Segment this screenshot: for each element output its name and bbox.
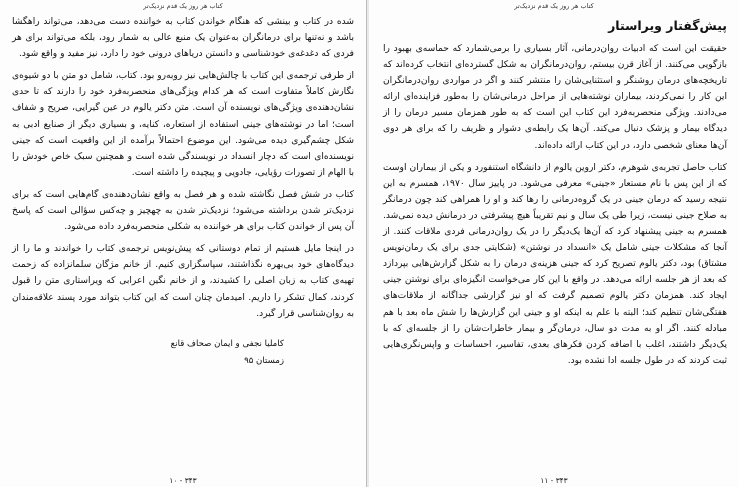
section-heading: پیش‌گفتار ویراستار xyxy=(608,18,727,33)
signoff-names: کاملیا نجفی و ایمان صحاف قانع xyxy=(170,338,284,349)
right-page xyxy=(369,0,739,487)
paragraph: کتاب حاصل تجربه‌ی شوهرم، دکتر اروین یالوم از دانشگاه استنفورد و یکی از بیماران اوست که از این پس با نام مستعار «جینی» معرفی می‌شود. در پاییز سال ۱۹۷۰، همسرم به این نتیجه رسید که درمان جینی در یک گروه‌درمانی را رها کند و او را همراهی کند چون درمانگر به صلاح جینی نیست، زیرا طی یک سال و نیم تقریباً هیچ پیشرفتی در درمانش دیده نمی‌شد. همسرم به جینی پیشنهاد کرد که آن‌ها یک‌دیگر را در یک روان‌درمانی فردی ملاقات کنند. از آنجا که مشکلات جینی شامل یک «انسداد در نوشتن» (شکایتی جدی برای یک رمان‌نویس مشتاق) بود، دکتر یالوم تصریح کرد که جینی هزینه‌ی درمان را به شکل گزارش‌هایی بپردازد که بعد از هر جلسه ارائه می‌دهد. در واقع با این کار می‌خواست انگیزه‌ای برای نوشتن جینی ایجاد کند. همزمان دکتر یالوم تصمیم گرفت که او نیز گزارشی جداگانه از ملاقات‌های هفتگی‌شان تنظیم کند؛ البته با علم به اینکه او و جینی این گزارش‌ها را شش ماه بعد با هم مبادله کنند. اگر او به مدت دو سال، درمان‌گر و بیمار خاطرات‌شان را از جلسه‌ای که با یک‌دیگر داشتند، اغلب با اضافه کردن فکرهای بعدی، تفاسیر، احساسات و واپس‌نگری‌هایی ثبت کردند که در طول جلسه ادا نشده بود. xyxy=(383,162,728,366)
signoff xyxy=(12,336,354,370)
running-head: کتاب هر روز یک قدم نزدیک‌تر xyxy=(514,2,594,10)
left-page xyxy=(0,0,367,487)
paragraph: کتاب در شش فصل نگاشته شده و هر فصل به واقع نشان‌دهنده‌ی گام‌هایی است که برای نزدیک‌تر شدن برداشته می‌شود؛ نزدیک‌تر شدن به چهچیز و چه‌کس سؤالی است که پاسخ آن پس از خواندن کتاب برای هر خواننده به شکلی منحصربه‌فرد داده می‌شود. xyxy=(12,189,354,233)
page-number: ۳۴۳ - ۱۰ xyxy=(169,476,197,485)
paragraph: شده در کتاب و بینشی که هنگام خواندن کتاب به خواننده دست می‌دهد، می‌تواند راهگشا باشد و نه‌تنها برای درمانگران به‌عنوان یک منبع عالی به شمار رود، بلکه می‌تواند برای هر فردی که دغدغه‌ی خودشناسی و دانستن دریاهای درونی خود را دارد، نیز مفید و واقع شود. xyxy=(12,17,354,60)
paragraph: در اینجا مایل هستیم از تمام دوستانی که پیش‌نویس ترجمه‌ی کتاب را خواندند و ما را از دیدگاه‌های خود بی‌بهره نگذاشتند، سپاسگزاری کنیم. از خانم مژگان سلمانزاده که زحمت تهیه‌ی کتاب به زبان اصلی را کشیدند، و از خانم نگین اعرابی که ویراستاری متن را قبول کردند، کمال تشکر را داریم. امیدمان چنان است که این کتاب بتواند مورد پسند علاقه‌مندان به روان‌شناسی قرار گیرد. xyxy=(12,244,354,319)
running-head: کتاب هر روز یک قدم نزدیک‌تر xyxy=(143,2,223,10)
paragraph: حقیقت این است که ادبیات روان‌درمانی، آثار بسیاری را برمی‌شمارد که حماسه‌ی بهبود را بازگویی می‌کنند. از آغاز قرن بیستم، روان‌درمانگران به شکل گسترده‌ای انتخاب کرده‌اند که تاریخچه‌های درمان روشنگر و استثنایی‌شان را منتشر کنند و اگر در مواردی روان‌درمانگران این کار را نمی‌کردند، بیماران نوشته‌هایی از مراحل درمانی‌شان را به‌طور فزاینده‌ای ارائه می‌دادند. ویژگی منحصربه‌فرد این کتاب این است که به طور همزمان مسیر درمان را از دیدگاه بیمار و پزشک دنبال می‌کند. آن‌ها یک رابطه‌ی دشوار و ظریف را که برای هر دوی آن‌ها معنای شخصی دارد، در این کتاب ارائه داده‌اند. xyxy=(383,44,727,151)
paragraph: از طرفی ترجمه‌ی این کتاب با چالش‌هایی نیز روبه‌رو بود. کتاب، شامل دو متن با دو شیوه‌ی نگارش کاملاً متفاوت است که هر کدام ویژگی‌های منحصربه‌فرد خود را دارند که تا حدی نشان‌دهنده‌ی ویژگی‌های نویسنده آن است. متن دکتر یالوم در عین گیرایی، صریح و شفاف است؛ اما در نوشته‌های جینی استفاده از استعاره، کنایه، و بسیاری دیگر از صنایع ادبی به شکل چشم‌گیری دیده می‌شود. این موضوع احتمالاً برآمده از این واقعیت است که جینی نویسنده‌ای است که دچار انسداد در نویسندگی شده است و همچنین سبک خاص خودش را با الهام از تصورات رؤیایی، جادویی و پیچیده را داشته است. xyxy=(12,71,354,178)
signoff-date: زمستان ۹۵ xyxy=(244,355,284,366)
page-number: ۳۴۳ - ۱۱ xyxy=(540,476,568,485)
